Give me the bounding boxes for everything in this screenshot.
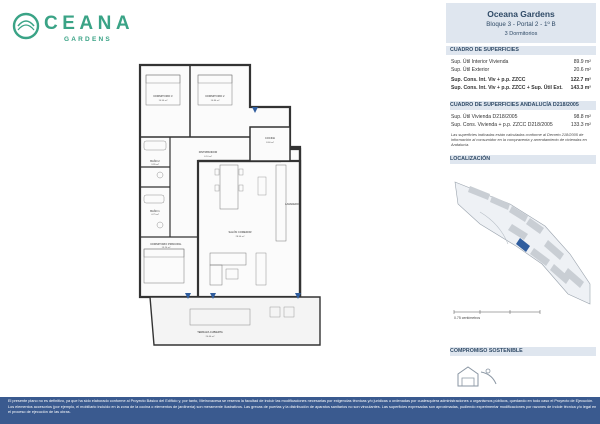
room-area: 13.20 m² [161,247,171,249]
room-label: DORMITORIO 2 [205,95,225,98]
room-label: DISTRIBUIDOR [198,151,218,154]
room-label: DORMITORIO PRINCIPAL [150,243,182,246]
property-header [446,3,596,43]
room-label: DORMITORIO 3 [153,95,173,98]
room-label: SALÓN COMEDOR [228,231,252,234]
room-area: 10.80 m² [210,100,220,102]
andalucia-title: CUADRO DE SUPERFICIES ANDALUCÍA D218/2005 [446,101,596,110]
location-title: LOCALIZACIÓN [446,155,596,164]
brand-sub: GARDENS [64,36,112,43]
room-area: 6.10 m² [204,156,212,158]
property-bedrooms: 3 Dormitorios [504,31,538,37]
map-scale-label: 0.75 centímetros [454,316,481,320]
terrace-area [150,297,320,345]
room-area: 8.60 m² [266,142,274,144]
property-unit: Bloque 3 - Portal 2 - 1º B [486,21,556,28]
room-label: BAÑO 1 [150,210,160,213]
sustainable-title: COMPROMISO SOSTENIBLE [446,347,596,356]
room-label: LAVADERO [285,203,299,206]
room-label: COCINA [264,137,276,140]
room-area: 20.60 m² [205,336,215,338]
room-label: TERRAZA CUBIERTA [197,331,223,334]
andalucia-row: Sup. Cons. Vivienda + p.p. ZZCC D218/2005 133.3 m² [451,122,591,128]
room-area: 28.50 m² [235,236,245,238]
brand-logo [12,12,140,43]
andalucia-note: Las superficies indicadas están calculadas conforme al Decreto 218/2005 de información al consumidor en la compraventa y arrendamiento de viviendas en Andalucía. [451,132,587,147]
surface-row: Sup. Útil Interior Vivienda 89.9 m² [451,59,591,65]
room-area: 10.50 m² [158,100,168,102]
andalucia-row: Sup. Útil Vivienda D218/2005 98.8 m² [451,114,591,120]
wall-living [198,161,300,297]
surfaces-title: CUADRO DE SUPERFICIES [446,46,596,55]
logo-circle-icon [12,12,40,40]
surface-total-row: Sup. Cons. Int. Viv + p.p. ZZCC + Sup. Útil Ext. 143.3 m² [451,85,591,91]
room-label: BAÑO 2 [150,160,160,163]
sustainability-house-icon [452,362,502,392]
location-map [450,164,596,320]
property-title: Oceana Gardens [487,9,555,19]
legal-disclaimer: El presente plano no es definitivo, ya que ha sido elaborado conforme al Proyecto Básico del Edificio y, por tanto, Metrovacesa se reserva la facultad de incluir las modificaciones necesarias por exigencias técnicas y/o jurídicas u ordenadas por cualesquiera administraciones u organismos públicos, quedando en todo caso el Proyecto de Ejecución. Los elementos accesorios (por ejemplo, el mobiliario incluido en la zona de la cocina o elementos de jardinería) son meramente ilustrativos. Las grecas de puertas y la distribución de aparatos sanitarios no son vinculantes. Las superficies expresadas son aproximadas, pudiendo experimentar modificaciones por razones de índole técnica y/o legal en el proceso de ejecución de las obras. [8,399,597,415]
floor-plan [130,57,450,357]
room-area: 3.95 m² [151,164,159,166]
brand-name: CEANA [44,13,135,34]
wall-kitchen [250,127,290,161]
surface-total-row: Sup. Cons. Int. Viv + p.p. ZZCC 122.7 m² [451,77,591,83]
surface-row: Sup. Útil Exterior 20.6 m² [451,67,591,73]
room-area: 4.75 m² [151,214,159,216]
